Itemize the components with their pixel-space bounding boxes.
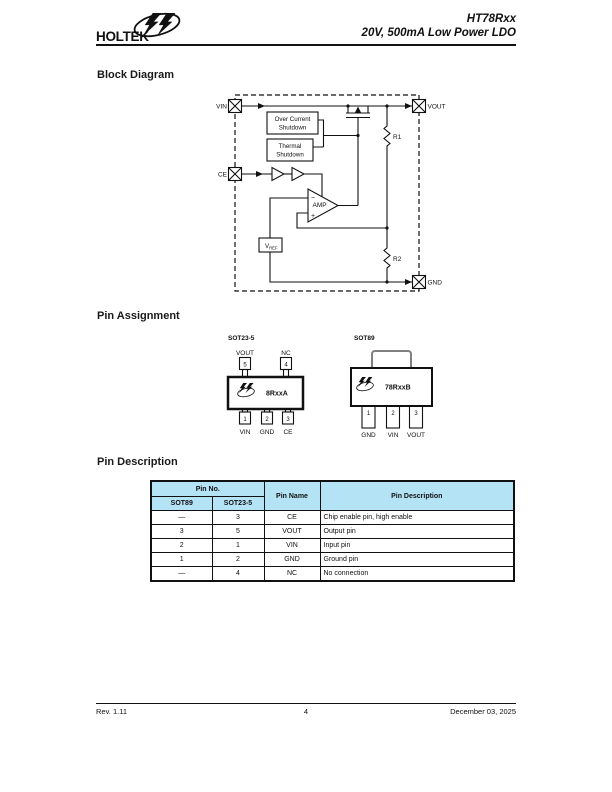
sot89-pin3-name: VOUT bbox=[406, 432, 426, 439]
header-sot23-5: SOT23-5 bbox=[212, 497, 264, 511]
terminal-vout-icon bbox=[413, 100, 426, 113]
sot23-pin5-name: VOUT bbox=[235, 350, 255, 357]
cell-sot23: 5 bbox=[212, 525, 264, 539]
terminal-vin-icon bbox=[229, 100, 242, 113]
over-current-label-1: Over Current bbox=[274, 116, 311, 123]
block-diagram bbox=[205, 90, 455, 300]
ic-boundary bbox=[235, 95, 419, 291]
sot23-chip-label: 8RxxA bbox=[266, 390, 288, 398]
sot89-chip-label: 78RxxB bbox=[385, 384, 411, 392]
table-header-row-1 bbox=[151, 481, 514, 497]
sot23-pin5-number: 5 bbox=[243, 362, 247, 369]
header-pin-description: Pin Description bbox=[320, 481, 514, 511]
shutdown-wiring bbox=[313, 120, 358, 147]
junction-dot bbox=[385, 280, 388, 283]
over-current-label-2: Shutdown bbox=[278, 124, 307, 132]
footer-rule bbox=[96, 703, 516, 704]
part-number: HT78Rxx bbox=[466, 13, 516, 25]
cell-sot23: 4 bbox=[212, 567, 264, 582]
gnd-rail bbox=[270, 252, 412, 282]
pass-transistor-icon bbox=[346, 104, 370, 205]
resistor-r2-icon bbox=[384, 228, 390, 282]
cell-sot89: 2 bbox=[151, 539, 212, 553]
section-heading-pin-assignment: Pin Assignment bbox=[97, 310, 180, 322]
cell-description: Chip enable pin, high enable bbox=[320, 511, 514, 525]
cell-pin-name: CE bbox=[264, 511, 320, 525]
cell-sot89: — bbox=[151, 511, 212, 525]
junction-dot bbox=[356, 134, 359, 137]
table-row bbox=[151, 553, 514, 567]
sot23-pin1-number: 1 bbox=[243, 417, 247, 423]
cell-sot23: 3 bbox=[212, 511, 264, 525]
sot23-pin4-number: 4 bbox=[284, 362, 288, 369]
sot23-pin2-number: 2 bbox=[265, 417, 269, 423]
cell-sot23: 1 bbox=[212, 539, 264, 553]
cell-sot89: 1 bbox=[151, 553, 212, 567]
thermal-label-2: Shutdown bbox=[276, 151, 304, 159]
sot23-pin3-number: 3 bbox=[286, 417, 290, 423]
cell-pin-name: VOUT bbox=[264, 525, 320, 539]
pin-description-table-wrap bbox=[150, 480, 515, 582]
sot89-pin1-pad bbox=[362, 406, 375, 428]
resistor-r1-icon bbox=[384, 104, 390, 228]
r2-label: R2 bbox=[393, 256, 402, 263]
sot89-pin2-pad bbox=[387, 406, 400, 428]
buffer2-icon bbox=[292, 168, 304, 181]
header-sot89: SOT89 bbox=[151, 497, 212, 511]
thermal-label-1: Thermal bbox=[278, 143, 302, 150]
sot89-pin1-name: GND bbox=[361, 432, 376, 439]
cell-pin-name: VIN bbox=[264, 539, 320, 553]
gnd-label: GND bbox=[427, 279, 442, 287]
cell-sot89: — bbox=[151, 567, 212, 582]
cell-description: No connection bbox=[320, 567, 514, 582]
arrow-right-icon bbox=[405, 103, 412, 109]
table-row bbox=[151, 511, 514, 525]
sot89-pin2-name: VIN bbox=[387, 432, 399, 439]
header-rule bbox=[96, 44, 516, 46]
amp-label: AMP bbox=[312, 202, 327, 209]
cell-pin-name: GND bbox=[264, 553, 320, 567]
cell-description: Ground pin bbox=[320, 553, 514, 567]
arrow-right-icon bbox=[256, 171, 263, 177]
section-heading-block-diagram: Block Diagram bbox=[97, 69, 175, 81]
header-pin-name: Pin Name bbox=[264, 481, 320, 511]
brand-text: HOLTEK bbox=[96, 29, 149, 44]
footer-date: December 03, 2025 bbox=[450, 707, 516, 716]
buffer1-icon bbox=[272, 168, 284, 181]
holtek-logo bbox=[96, 10, 196, 46]
cell-sot89: 3 bbox=[151, 525, 212, 539]
table-row bbox=[151, 525, 514, 539]
vin-label: VIN bbox=[216, 103, 227, 111]
doc-title bbox=[362, 12, 516, 40]
r1-label: R1 bbox=[393, 134, 402, 141]
vref-label: $V_{REF}$ bbox=[265, 243, 278, 251]
sot23-pin2-name: GND bbox=[259, 429, 275, 436]
table-row bbox=[151, 539, 514, 553]
cell-description: Output pin bbox=[320, 525, 514, 539]
sot23-pin1-name: VIN bbox=[239, 429, 251, 436]
header-pin-no: Pin No. bbox=[151, 481, 264, 497]
table-row bbox=[151, 567, 514, 582]
amp-minus-sign: − bbox=[310, 195, 316, 202]
sot23-pin3-name: CE bbox=[283, 429, 293, 436]
pin-assignment-drawing bbox=[215, 330, 450, 442]
cell-sot23: 2 bbox=[212, 553, 264, 567]
arrow-right-icon bbox=[258, 103, 265, 109]
part-description: 20V, 500mA Low Power LDO bbox=[361, 27, 516, 39]
sot89-pin2-number: 2 bbox=[391, 411, 395, 417]
sot23-pin4-name: NC bbox=[281, 350, 291, 357]
arrow-right-icon bbox=[405, 279, 412, 285]
ce-label: CE bbox=[217, 171, 227, 179]
cell-pin-name: NC bbox=[264, 567, 320, 582]
amp-plus-sign: + bbox=[310, 213, 316, 220]
footer-page-number: 4 bbox=[303, 707, 309, 716]
cell-description: Input pin bbox=[320, 539, 514, 553]
vout-label: VOUT bbox=[427, 103, 446, 111]
vref-wire bbox=[270, 198, 308, 238]
sot89-pin1-number: 1 bbox=[366, 411, 371, 417]
sot89-pin3-pad bbox=[410, 406, 423, 428]
sot89-package-label: SOT89 bbox=[354, 335, 375, 342]
terminal-ce-icon bbox=[229, 168, 242, 181]
sot23-package-label: SOT23-5 bbox=[228, 335, 255, 342]
footer-revision: Rev. 1.11 bbox=[96, 707, 127, 716]
sot89-pin3-number: 3 bbox=[414, 411, 418, 417]
pin-description-table bbox=[150, 480, 515, 582]
section-heading-pin-description: Pin Description bbox=[97, 456, 178, 468]
terminal-gnd-icon bbox=[413, 276, 426, 289]
